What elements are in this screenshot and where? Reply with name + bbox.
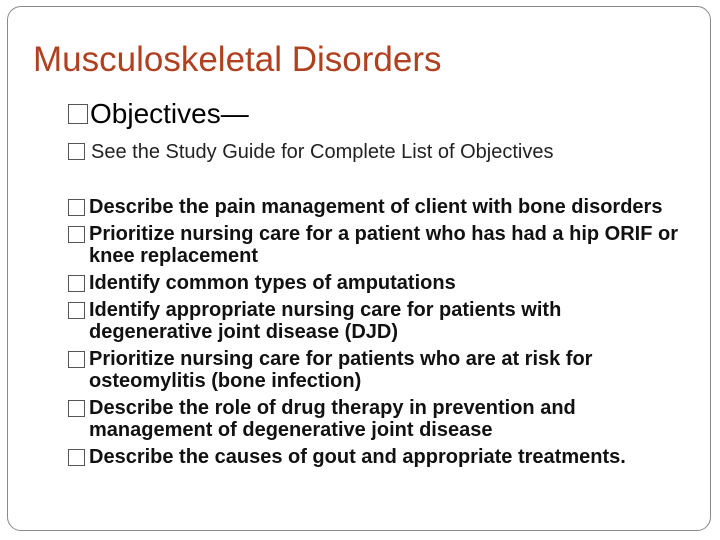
objective-item: [68, 272, 688, 294]
objective-text: Prioritize nursing care for patients who are at risk for osteomylitis (bone infection): [89, 348, 593, 392]
objective-item: [68, 196, 688, 218]
bullet-box-icon: [68, 351, 85, 368]
slide-title: Musculoskeletal Disorders: [33, 40, 442, 79]
objective-text: Identify appropriate nursing care for patients with degenerative joint disease (DJD): [89, 299, 562, 343]
bullet-box-icon: [68, 226, 85, 243]
objective-item: [68, 299, 688, 343]
bullet-box-icon: [68, 302, 85, 319]
objective-text: Prioritize nursing care for a patient who has had a hip ORIF or knee replacement: [89, 223, 678, 267]
objective-text: Describe the pain management of client with bone disorders: [89, 196, 663, 218]
bullet-box-icon: [68, 275, 85, 292]
bullet-box-icon: [68, 449, 85, 466]
intro-line: [68, 141, 553, 164]
objective-item: [68, 223, 688, 267]
bullet-box-icon: [68, 143, 85, 160]
objective-item: [68, 348, 688, 392]
objectives-list: [68, 196, 688, 473]
objective-text: Describe the role of drug therapy in prevention and management of degenerative joint disease: [89, 397, 576, 441]
objective-item: [68, 446, 688, 468]
objectives-heading: [68, 98, 249, 130]
objectives-heading-text: Objectives—: [90, 98, 249, 129]
intro-text: See the Study Guide for Complete List of Objectives: [91, 141, 554, 163]
bullet-box-icon: [68, 199, 85, 216]
objective-text: Describe the causes of gout and appropriate treatments.: [89, 446, 626, 468]
bullet-box-icon: [68, 104, 88, 124]
objective-text: Identify common types of amputations: [89, 272, 456, 294]
objective-item: [68, 397, 688, 441]
bullet-box-icon: [68, 400, 85, 417]
